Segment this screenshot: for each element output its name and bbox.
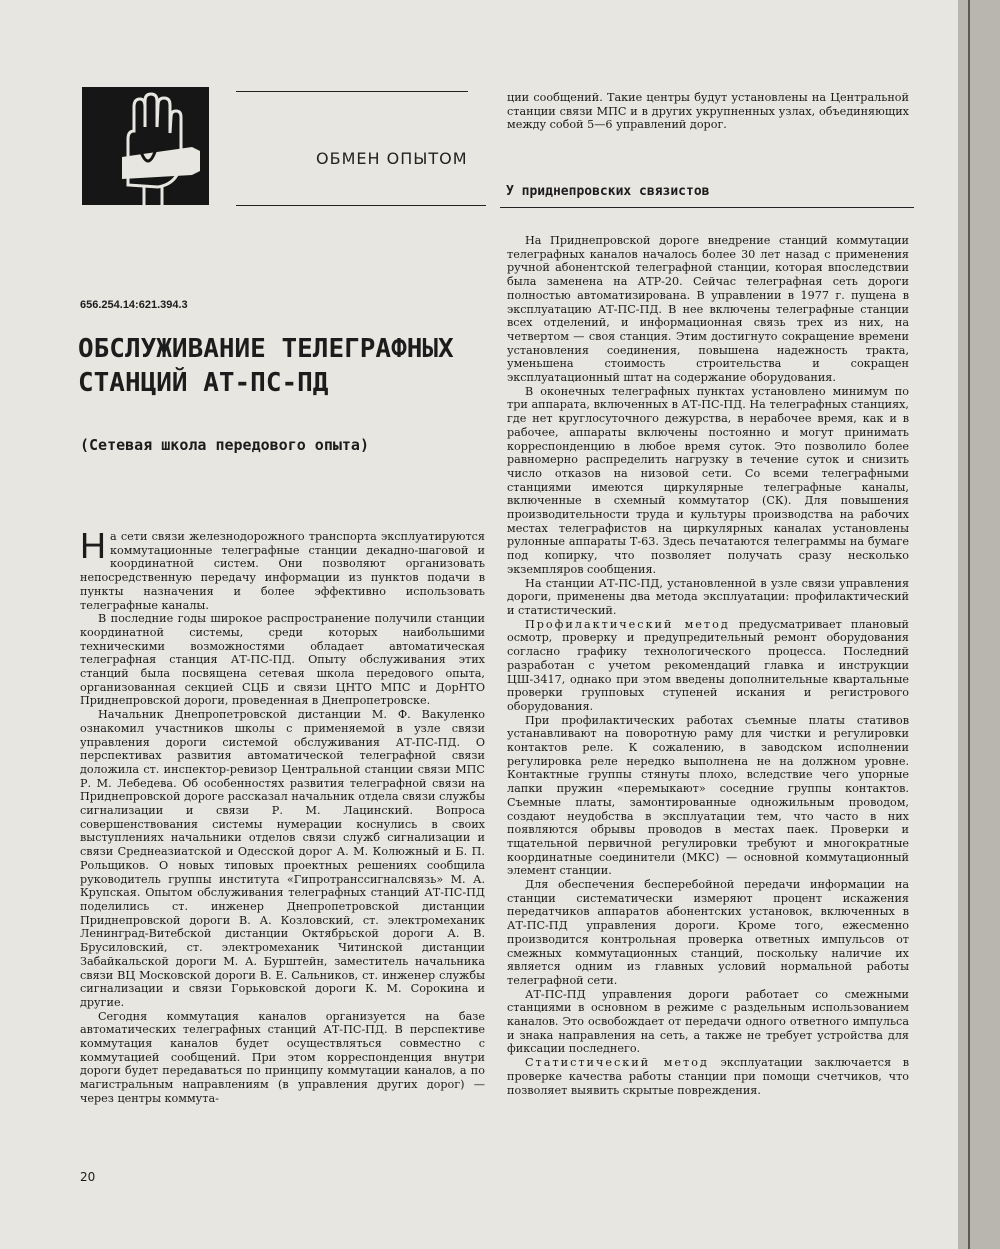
paragraph <box>507 1056 909 1097</box>
paragraph: Для обеспечения бесперебойной передачи информации на станции систематически измеряют процент искажения передатчиков аппаратов абонентских установок, включенных в АТ-ПС-ПД управления дороги. Кроме того, ежесменно производится контрольная проверка ответных импульсов от смежных коммутационных станций, поскольку наличие их является одним из главных условий нормальной работы телеграфной сети. <box>507 878 909 987</box>
hand-emblem-icon <box>82 87 209 205</box>
paragraph-text: эксплуатации заключается в проверке качества работы станции при помощи счетчиков, что позволяет выявить скрытые повреждения. <box>507 1056 909 1097</box>
method-term: Статистический метод <box>525 1056 709 1070</box>
header-rule-bottom <box>236 205 486 206</box>
right-column-top <box>507 91 909 132</box>
section-rule <box>500 207 914 208</box>
paragraph: В оконечных телеграфных пунктах установлено минимум по три аппарата, включенных в АТ-ПС-ПД. На телеграфных станциях, где нет круглосуточного дежурства, в нерабочее время, как и в рабочее, аппараты включены постоянно и могут принимать корреспонденцию в любое время суток. Это позволило более равномерно распределить нагрузку в течение суток и снизить число отказов на низовой сети. Со всеми телеграфными станциями имеются циркулярные телеграфные каналы, включенные в схемный коммутатор (СК). Для повышения производительности труда и культуры производства на рабочих местах телеграфистов на циркулярных каналах установлены рулонные аппараты Т-63. Здесь печатаются телеграммы на бумаге под копирку, что позволяет получать сразу несколько экземпляров сообщения. <box>507 384 909 576</box>
page-edge-line <box>968 0 970 1249</box>
section-title: У приднепровских связистов <box>506 184 710 199</box>
right-column <box>507 234 909 1097</box>
page-edge <box>958 0 1000 1249</box>
method-term: Профилактический метод <box>525 617 730 631</box>
left-column <box>80 525 485 1106</box>
page-number: 20 <box>80 1170 96 1184</box>
paragraph: АТ-ПС-ПД управления дороги работает со смежными станциями в основном в режиме с раздельным использованием каналов. Это освобождает от передачи одного ответного импульса и знака направления на сеть, а также не требует устройства для фиксации последнего. <box>507 987 909 1056</box>
paragraph: В последние годы широкое распространение получили станции координатной системы, среди которых наибольшими техническими возможностями обладает автоматическая телеграфная станция АТ-ПС-ПД. Опыту обслуживания этих станций была посвящена сетевая школа передового опыта, организованная секцией СЦБ и связи ЦНТО МПС и ДорНТО Приднепровской дороги, проведенная в Днепропетровске. <box>80 612 485 708</box>
paragraph: На Приднепровской дороге внедрение станций коммутации телеграфных каналов началось более 30 лет назад с применения ручной абонентской телеграфной станции, которая впоследствии была заменена на АТР-20. Сейчас телеграфная сеть дороги полностью автоматизирована. В управлении в 1977 г. пущена в эксплуатацию АТ-ПС-ПД. В нее включены телеграфные станции всех отделений, и информационная связь трех из них, на четвертом — своя станция. Этим достигнуто сокращение времени установления соединения, повышена надежность тракта, уменьшена стоимость строительства и сокращен эксплуатационный штат на содержание оборудования. <box>507 234 909 385</box>
paragraph <box>80 525 485 612</box>
article-subtitle: (Сетевая школа передового опыта) <box>80 436 369 454</box>
rubric-label: ОБМЕН ОПЫТОМ <box>316 149 468 168</box>
paragraph: Сегодня коммутация каналов организуется на базе автоматических телеграфных станций АТ-ПС-ПД. В перспективе коммутация каналов будет осуществляться совместно с коммутацией сообщений. При этом корреспонденция внутри дороги будет передаваться по принципу коммутации каналов, а по магистральным направлениям (в управления других дорог) — через центры коммута- <box>80 1009 485 1105</box>
paragraph: При профилактических работах съемные платы стативов устанавливают на поворотную раму для чистки и регулировки контактов реле. К сожалению, в заводском исполнении регулировка реле нередко выполнена не на должном уровне. Контактные группы стянуты плохо, вследствие чего упорные лапки пружин «перемыкают» соседние группы контактов. Съемные платы, замонтированные одножильным проводом, создают неудобства в эксплуатации тем, что часто в них появляются обрывы проводов в местах паек. Проверки и тщательной первичной регулировки требуют и многократные координатные соединители (МКС) — основной коммутационный элемент станции. <box>507 713 909 878</box>
paragraph: ции сообщений. Такие центры будут установлены на Центральной станции связи МПС и в других укрупненных узлах, объединяющих между собой 5—6 управлений дорог. <box>507 91 909 132</box>
paragraph: На станции АТ-ПС-ПД, установленной в узле связи управления дороги, применены два метода эксплуатации: профилактический и статистический. <box>507 576 909 617</box>
paragraph: Начальник Днепропетровской дистанции М. Ф. Вакуленко ознакомил участников школы с применяемой в узле связи управления дороги системой обслуживания АТ-ПС-ПД. О перспективах развития автоматической телеграфной связи доложила ст. инспектор-ревизор Центральной станции связи МПС Р. М. Лебедева. Об особенностях развития телеграфной связи на Приднепровской дороге рассказал начальник отдела связи службы сигнализации и связи Р. М. Лацинский. Вопроса совершенствования системы нумерации коснулись в своих выступлениях начальники отделов связи служб сигнализации и связи Среднеазиатской и Одесской дорог А. М. Колюжный и Б. П. Рольщиков. О новых типовых проектных решениях сообщила руководитель группы института «Гипротранссигналсвязь» М. А. Крупская. Опытом обслуживания телеграфных станций АТ-ПС-ПД поделились ст. инженер Днепропетровской дистанции Приднепровской дороги В. А. Козловский, ст. электромеханик Ленинград-Витебской дистанции Октябрьской дороги А. В. Брусиловский, ст. электромеханик Читинской дистанции Забайкальской дороги М. А. Бурштейн, заместитель начальника связи ВЦ Московской дороги В. Е. Сальников, ст. инженер службы сигнализации и связи Горьковской дороги К. М. Сорокина и другие. <box>80 708 485 1009</box>
paragraph-text: предусматривает плановый осмотр, проверку и предупредительный ремонт оборудования согласно графику технологического процесса. Последний разработан с учетом рекомендаций главка и инструкции ЦШ-3417, однако при этом введены дополнительные квартальные проверки групповых ступеней искания и регистрового оборудования. <box>507 617 909 713</box>
article-title: ОБСЛУЖИВАНИЕ ТЕЛЕГРАФНЫХ СТАНЦИЙ АТ-ПС-ПД <box>78 334 454 398</box>
drop-cap: Н <box>80 525 106 566</box>
paragraph <box>507 618 909 714</box>
udc-code: 656.254.14:621.394.3 <box>80 299 188 311</box>
paragraph-text: а сети связи железнодорожного транспорта эксплуатируются коммутационные телеграфные станции декадно-шаговой и координатной систем. Они позволяют организовать непосредственную передачу информации из пунктов подачи в пункты назначения и более эффективно использовать телеграфные каналы. <box>80 530 485 612</box>
header-rule-top <box>236 91 468 92</box>
